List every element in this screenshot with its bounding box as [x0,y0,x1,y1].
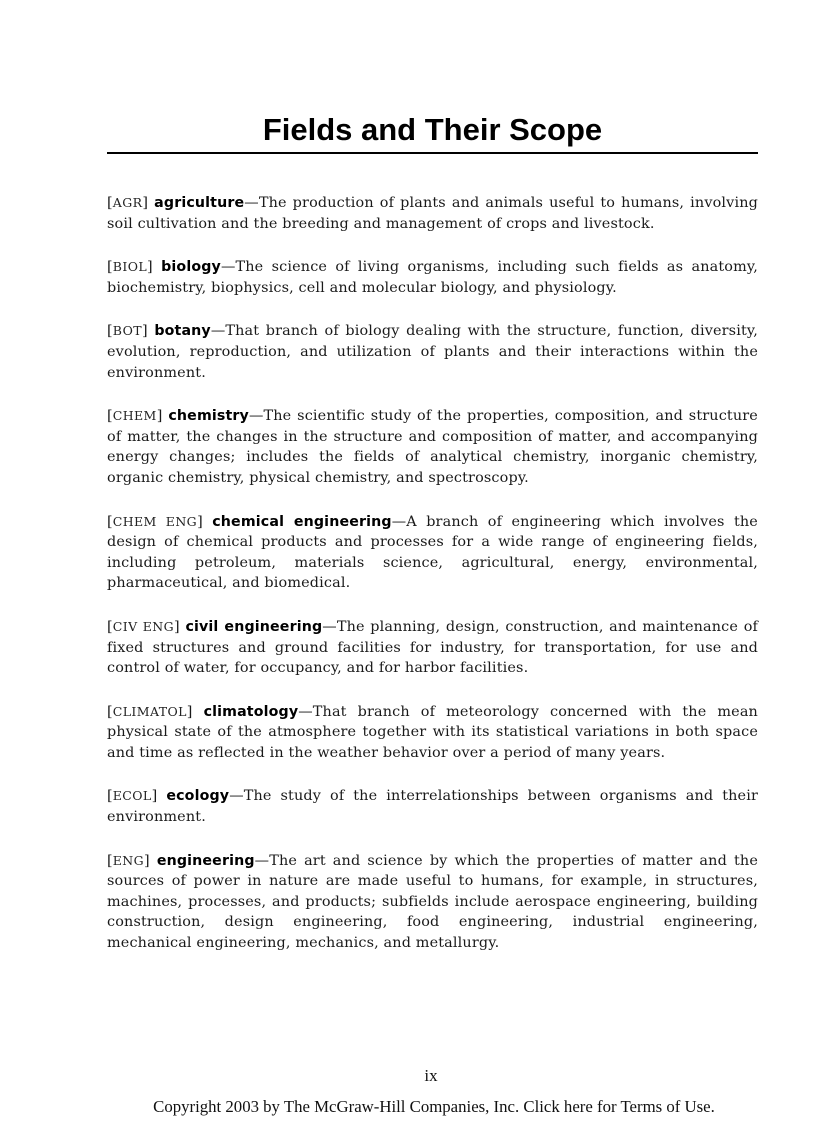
copyright-notice: Copyright 2003 by The McGraw-Hill Companies, Inc. Click here for Terms of Use. [153,1097,715,1116]
field-definition: —The study of the interrelationships between organisms and their environment. [107,788,758,826]
field-abbreviation: [CHEM] [107,408,163,425]
field-abbreviation: [AGR] [107,195,149,211]
field-term: chemistry [168,408,249,425]
field-definition: —The art and science by which the properties of matter and the sources of power in nature are made useful to humans, for example, in structures, machines, processes, and products; subfields include aerospace engineering, building construction, design engineering, food engineering, industrial engineering, mechanical engineering, mechanics, and metallurgy. [107,852,758,952]
title-rule [107,152,758,154]
page-number: ix [424,1066,438,1085]
field-abbreviation: [BIOL] [107,259,153,276]
field-term: agriculture [154,195,245,211]
field-entry [107,321,758,383]
field-definition: —The scientific study of the properties, composition, and structure of matter, the changes in the structure and composition of matter, and accompanying energy changes; includes the fields of analytical chemistry, inorganic chemistry, organic chemistry, physical chemistry, and spectroscopy. [107,408,758,486]
field-entry [107,257,758,298]
field-abbreviation: [CLIMATOL] [107,703,193,720]
field-term: biology [161,259,221,276]
page-title: Fields and Their Scope [262,112,603,147]
field-entry [107,512,758,594]
field-term: botany [154,323,211,340]
field-abbreviation: [CHEM ENG] [107,513,203,530]
field-term: engineering [156,852,255,869]
field-entry [107,702,758,764]
field-definition: —The science of living organisms, including such fields as anatomy, biochemistry, biophysics, cell and molecular biology, and physiology. [107,259,758,296]
field-entry [107,406,758,488]
field-entries-list [107,193,758,954]
field-definition: —A branch of engineering which involves the design of chemical products and processes for a wide range of engineering fields, including petroleum, materials science, agricultural, energy, environmental, pharmaceutical, and biomedical. [107,513,758,592]
field-term: climatology [203,703,299,720]
field-entry [107,193,758,234]
field-abbreviation: [CIV ENG] [107,618,180,635]
field-term: chemical engineering [212,513,392,530]
field-abbreviation: [ECOL] [107,788,158,805]
field-definition: —The production of plants and animals useful to humans, involving soil cultivation and the breeding and management of crops and livestock. [107,195,758,232]
field-abbreviation: [ENG] [107,852,150,869]
field-abbreviation: [BOT] [107,323,148,340]
field-entry [107,851,758,954]
field-entry [107,617,758,679]
field-definition: —That branch of meteorology concerned with the mean physical state of the atmosphere together with its statistical variations in both space and time as reflected in the weather behavior over a period of many years. [107,703,758,761]
field-term: ecology [166,788,230,805]
field-definition: —That branch of biology dealing with the structure, function, diversity, evolution, reproduction, and utilization of plants and their interactions within the environment. [107,323,758,381]
field-definition: —The planning, design, construction, and maintenance of fixed structures and ground facilities for industry, for transportation, for use and control of water, for occupancy, and for harbor facilities. [107,618,758,677]
field-entry [107,786,758,827]
field-term: civil engineering [185,618,323,635]
